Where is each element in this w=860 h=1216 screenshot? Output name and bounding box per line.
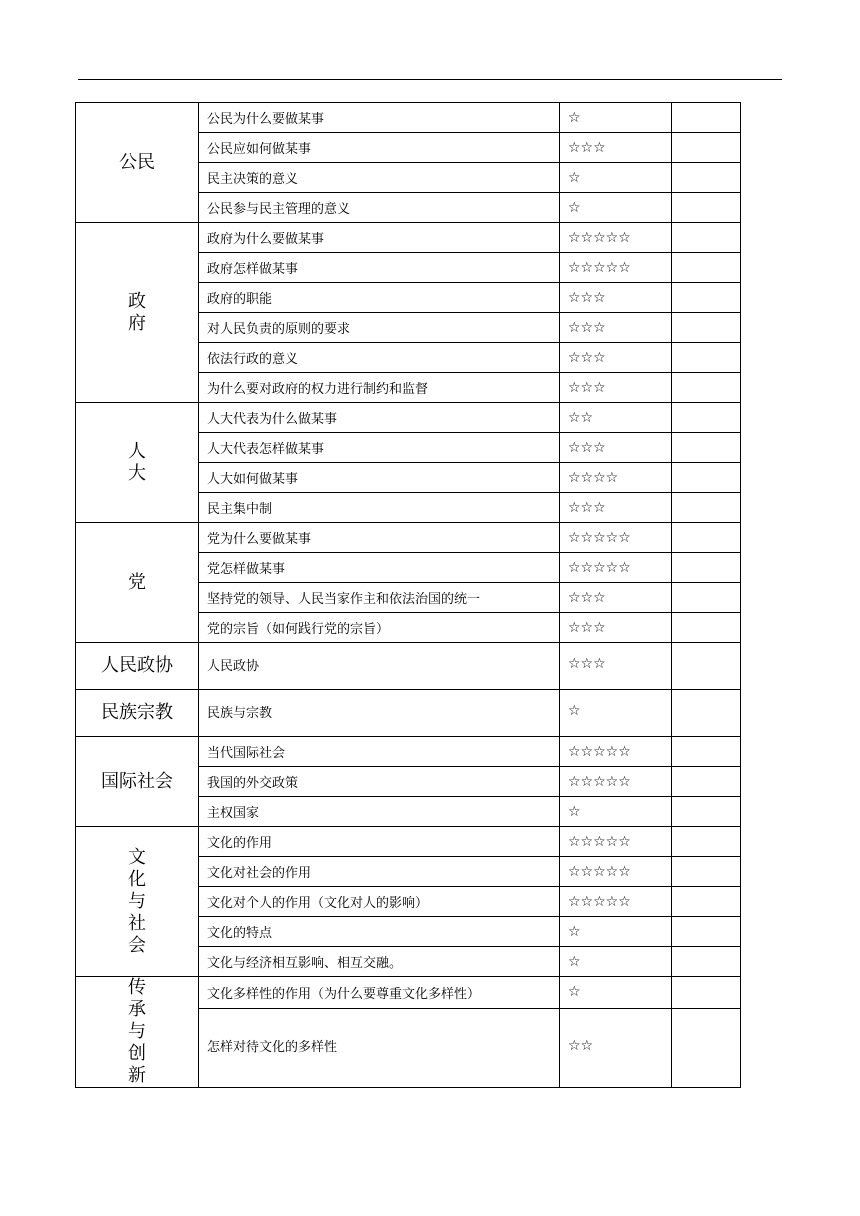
- category-cell: [76, 223, 199, 403]
- topic-cell: 主权国家: [199, 797, 560, 827]
- topic-cell: 公民应如何做某事: [199, 133, 560, 163]
- category-cell: [76, 103, 199, 223]
- knowledge-point-table: [75, 102, 741, 1088]
- topic-cell: 党的宗旨（如何践行党的宗旨）: [199, 613, 560, 643]
- topic-cell: 文化对个人的作用（文化对人的影响）: [199, 887, 560, 917]
- empty-cell: [672, 917, 741, 947]
- topic-cell: 人大如何做某事: [199, 463, 560, 493]
- empty-cell: [672, 737, 741, 767]
- empty-cell: [672, 223, 741, 253]
- category-label: 公民: [119, 151, 155, 173]
- topic-cell: 文化多样性的作用（为什么要尊重文化多样性）: [199, 977, 560, 1009]
- star-rating: ☆☆☆☆☆: [560, 553, 672, 583]
- empty-cell: [672, 827, 741, 857]
- empty-cell: [672, 403, 741, 433]
- star-rating: ☆: [560, 797, 672, 827]
- topic-cell: 怎样对待文化的多样性: [199, 1008, 560, 1087]
- table-row: [76, 523, 741, 553]
- star-rating: ☆☆☆: [560, 493, 672, 523]
- topic-cell: 政府为什么要做某事: [199, 223, 560, 253]
- topic-cell: 依法行政的意义: [199, 343, 560, 373]
- topic-cell: 人民政协: [199, 643, 560, 690]
- star-rating: ☆☆☆☆☆: [560, 523, 672, 553]
- empty-cell: [672, 643, 741, 690]
- empty-cell: [672, 493, 741, 523]
- empty-cell: [672, 313, 741, 343]
- star-rating: ☆☆☆☆☆: [560, 767, 672, 797]
- category-label: 人大: [128, 440, 146, 484]
- empty-cell: [672, 133, 741, 163]
- table-row: [76, 737, 741, 767]
- empty-cell: [672, 1008, 741, 1087]
- topic-cell: 人大代表为什么做某事: [199, 403, 560, 433]
- empty-cell: [672, 857, 741, 887]
- star-rating: ☆☆☆: [560, 133, 672, 163]
- empty-cell: [672, 977, 741, 1009]
- empty-cell: [672, 690, 741, 737]
- empty-cell: [672, 887, 741, 917]
- topic-cell: 我国的外交政策: [199, 767, 560, 797]
- star-rating: ☆: [560, 947, 672, 977]
- topic-cell: 政府的职能: [199, 283, 560, 313]
- topic-cell: 党怎样做某事: [199, 553, 560, 583]
- star-rating: ☆: [560, 977, 672, 1009]
- star-rating: ☆☆☆: [560, 373, 672, 403]
- empty-cell: [672, 343, 741, 373]
- category-cell: [76, 977, 199, 1088]
- star-rating: ☆☆☆: [560, 313, 672, 343]
- category-label: 国际社会: [101, 770, 173, 792]
- topic-cell: 公民参与民主管理的意义: [199, 193, 560, 223]
- table-row: [76, 827, 741, 857]
- topic-cell: 文化对社会的作用: [199, 857, 560, 887]
- topic-cell: 文化与经济相互影响、相互交融。: [199, 947, 560, 977]
- topic-cell: 民族与宗教: [199, 690, 560, 737]
- empty-cell: [672, 103, 741, 133]
- star-rating: ☆☆☆☆☆: [560, 857, 672, 887]
- topic-cell: 当代国际社会: [199, 737, 560, 767]
- category-label: 人民政协: [101, 655, 173, 676]
- star-rating: ☆: [560, 163, 672, 193]
- category-label: 党: [128, 571, 146, 593]
- category-label: 传承与创新: [128, 977, 146, 1086]
- empty-cell: [672, 767, 741, 797]
- star-rating: ☆☆☆☆☆: [560, 887, 672, 917]
- empty-cell: [672, 193, 741, 223]
- category-label: 文化与社会: [128, 846, 146, 956]
- table-row: [76, 403, 741, 433]
- category-label: 民族宗教: [101, 702, 173, 723]
- empty-cell: [672, 433, 741, 463]
- empty-cell: [672, 253, 741, 283]
- empty-cell: [672, 797, 741, 827]
- empty-cell: [672, 947, 741, 977]
- empty-cell: [672, 583, 741, 613]
- table-row: [76, 223, 741, 253]
- empty-cell: [672, 613, 741, 643]
- star-rating: ☆☆☆: [560, 433, 672, 463]
- star-rating: ☆☆☆: [560, 613, 672, 643]
- header-rule: [78, 79, 782, 80]
- topic-cell: 民主决策的意义: [199, 163, 560, 193]
- star-rating: ☆☆: [560, 403, 672, 433]
- category-cell: [76, 690, 199, 737]
- empty-cell: [672, 283, 741, 313]
- topic-cell: 人大代表怎样做某事: [199, 433, 560, 463]
- table-row: [76, 103, 741, 133]
- category-cell: [76, 737, 199, 827]
- star-rating: ☆☆☆☆☆: [560, 253, 672, 283]
- empty-cell: [672, 163, 741, 193]
- star-rating: ☆☆☆: [560, 583, 672, 613]
- star-rating: ☆: [560, 690, 672, 737]
- topic-cell: 为什么要对政府的权力进行制约和监督: [199, 373, 560, 403]
- category-cell: [76, 643, 199, 690]
- topic-cell: 文化的作用: [199, 827, 560, 857]
- star-rating: ☆: [560, 193, 672, 223]
- table-row: [76, 643, 741, 690]
- table-row: [76, 977, 741, 1009]
- empty-cell: [672, 373, 741, 403]
- star-rating: ☆☆☆☆☆: [560, 737, 672, 767]
- star-rating: ☆☆☆: [560, 283, 672, 313]
- star-rating: ☆☆☆☆☆: [560, 223, 672, 253]
- topic-cell: 文化的特点: [199, 917, 560, 947]
- star-rating: ☆☆☆☆: [560, 463, 672, 493]
- empty-cell: [672, 553, 741, 583]
- empty-cell: [672, 463, 741, 493]
- star-rating: ☆: [560, 103, 672, 133]
- topic-cell: 公民为什么要做某事: [199, 103, 560, 133]
- category-cell: [76, 827, 199, 977]
- topic-cell: 政府怎样做某事: [199, 253, 560, 283]
- topic-cell: 坚持党的领导、人民当家作主和依法治国的统一: [199, 583, 560, 613]
- star-rating: ☆☆☆: [560, 343, 672, 373]
- star-rating: ☆: [560, 917, 672, 947]
- star-rating: ☆☆: [560, 1008, 672, 1087]
- star-rating: ☆☆☆: [560, 643, 672, 690]
- category-cell: [76, 523, 199, 643]
- category-cell: [76, 403, 199, 523]
- table-row: [76, 690, 741, 737]
- category-label: 政府: [128, 290, 146, 334]
- topic-cell: 民主集中制: [199, 493, 560, 523]
- topic-cell: 党为什么要做某事: [199, 523, 560, 553]
- topic-cell: 对人民负责的原则的要求: [199, 313, 560, 343]
- empty-cell: [672, 523, 741, 553]
- star-rating: ☆☆☆☆☆: [560, 827, 672, 857]
